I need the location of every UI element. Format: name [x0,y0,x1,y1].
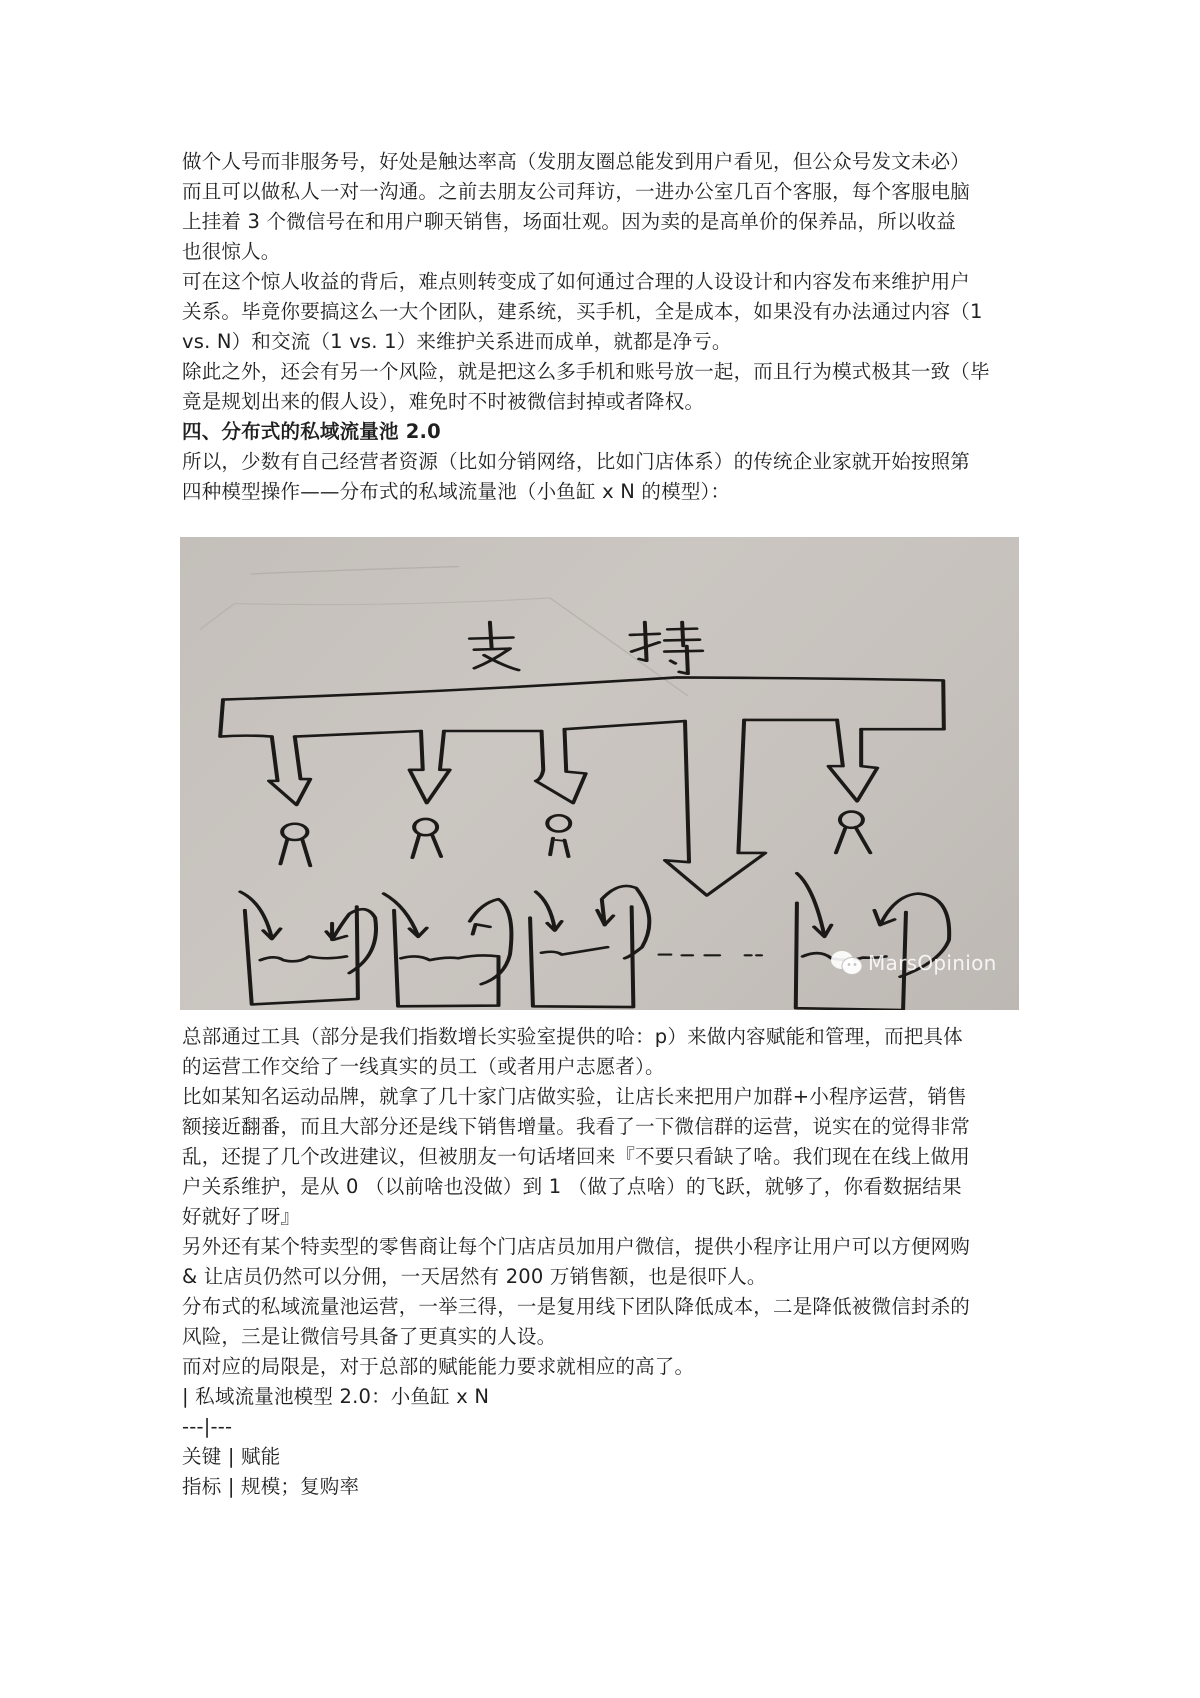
paragraph-8 [182,1352,1028,1382]
text-line: 关系。毕竟你要搞这么一大个团队，建系统，买手机，全是成本，如果没有办法通过内容（1 [182,300,983,323]
text-line: 所以，少数有自己经营者资源（比如分销网络，比如门店体系）的传统企业家就开始按照第 [182,450,971,473]
text-line: 另外还有某个特卖型的零售商让每个门店店员加用户微信，提供小程序让用户可以方便网购 [182,1235,971,1258]
text-block-bottom [182,1022,1028,1502]
model-table-separator: ---|--- [182,1415,233,1438]
text-line: 可在这个惊人收益的背后，难点则转变成了如何通过合理的人设设计和内容发布来维护用户 [182,270,971,293]
hand-drawn-diagram [180,537,1019,1010]
paragraph-3 [182,357,1028,417]
text-line: 风险，三是让微信号具备了更真实的人设。 [182,1325,557,1348]
intro-paragraph [182,447,1028,507]
row-value: 赋能 [241,1445,281,1468]
text-line: & 让店员仍然可以分佣，一天居然有 200 万销售额，也是很吓人。 [182,1265,767,1288]
text-line: 比如某知名运动品牌，就拿了几十家门店做实验，让店长来把用户加群+小程序运营，销售 [182,1085,967,1108]
text-line: 四种模型操作——分布式的私域流量池（小鱼缸 x N 的模型）： [182,480,731,503]
paragraph-5 [182,1082,1028,1232]
text-line: 户关系维护，是从 0 （以前啥也没做）到 1 （做了点啥）的飞跃，就够了，你看数据结果 [182,1175,962,1198]
row-separator: | [227,1445,235,1468]
diagram-photo [180,537,1019,1010]
model-table-row [182,1442,1028,1472]
text-line: 做个人号而非服务号，好处是触达率高（发朋友圈总能发到用户看见，但公众号发文未必） [182,150,971,173]
model-table-title: | 私域流量池模型 2.0：小鱼缸 x N [182,1385,490,1408]
watermark-text: MarsOpinion [868,951,997,975]
text-line: 乱，还提了几个改进建议，但被朋友一句话堵回来『不要只看缺了啥。我们现在在线上做用 [182,1145,971,1168]
row-key: 关键 [182,1445,222,1468]
text-line: 上挂着 3 个微信号在和用户聊天销售，场面壮观。因为卖的是高单价的保养品，所以收益 [182,210,957,233]
text-line: 而对应的局限是，对于总部的赋能能力要求就相应的高了。 [182,1355,695,1378]
row-value: 规模；复购率 [241,1475,360,1498]
text-line: 的运营工作交给了一线真实的员工（或者用户志愿者）。 [182,1055,665,1078]
text-block-top [182,147,1028,507]
row-separator: | [227,1475,235,1498]
text-line: 好就好了呀』 [182,1205,301,1228]
paragraph-7 [182,1292,1028,1352]
section-heading: 四、分布式的私域流量池 2.0 [182,420,441,443]
watermark [830,949,997,977]
wechat-icon [830,949,864,977]
text-line: 而且可以做私人一对一沟通。之前去朋友公司拜访，一进办公室几百个客服，每个客服电脑 [182,180,971,203]
paragraph-6 [182,1232,1028,1292]
text-line: 也很惊人。 [182,240,281,263]
text-line: 额接近翻番，而且大部分还是线下销售增量。我看了一下微信群的运营，说实在的觉得非常 [182,1115,971,1138]
text-line: 除此之外，还会有另一个风险，就是把这么多手机和账号放一起，而且行为模式极其一致（毕 [182,360,990,383]
text-line: 总部通过工具（部分是我们指数增长实验室提供的哈：p）来做内容赋能和管理，而把具体 [182,1025,963,1048]
model-table-row [182,1472,1028,1502]
paragraph-4 [182,1022,1028,1082]
paragraph-1 [182,147,1028,267]
text-line: vs. N）和交流（1 vs. 1）来维护关系进而成单，就都是净亏。 [182,330,732,353]
text-line: 竟是规划出来的假人设），难免时不时被微信封掉或者降权。 [182,390,705,413]
row-key: 指标 [182,1475,222,1498]
paragraph-2 [182,267,1028,357]
text-line: 分布式的私域流量池运营，一举三得，一是复用线下团队降低成本，二是降低被微信封杀的 [182,1295,971,1318]
